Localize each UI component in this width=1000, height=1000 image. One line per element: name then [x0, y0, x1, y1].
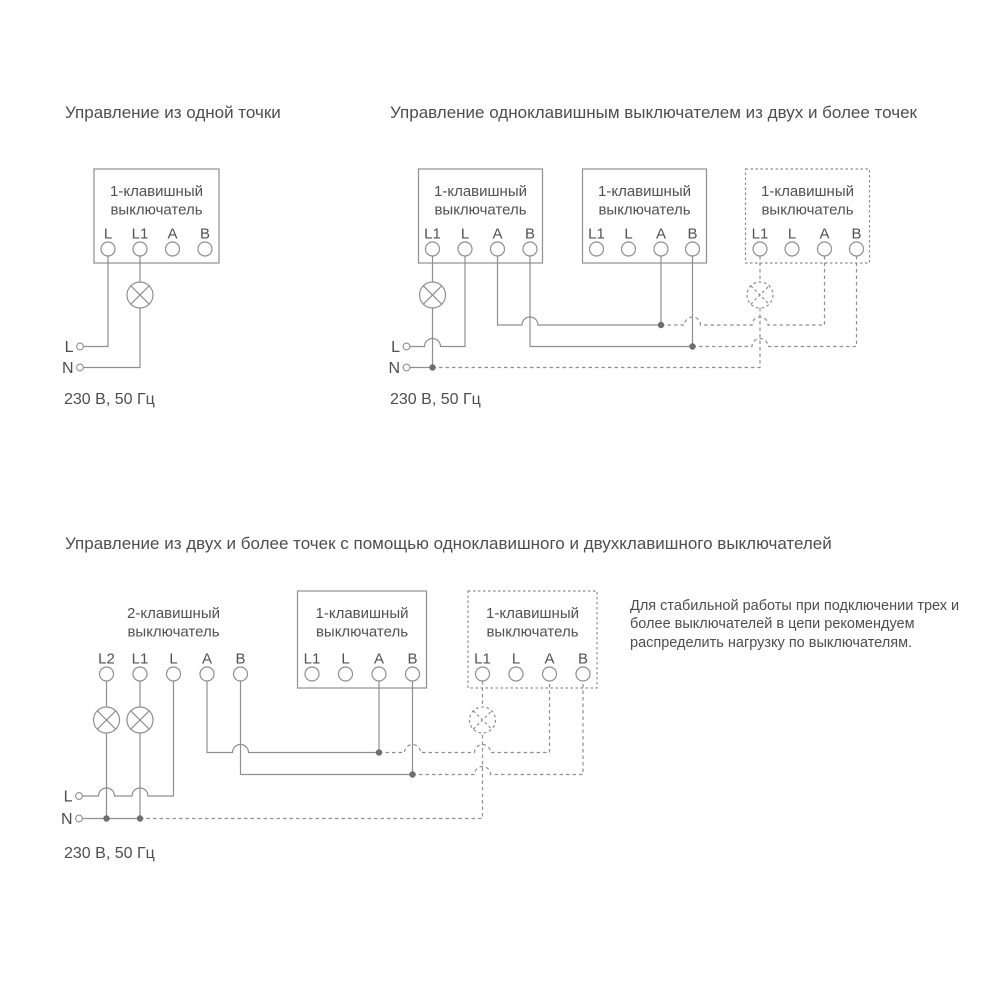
terminal-label: L [624, 225, 633, 243]
terminal-label: A [167, 225, 178, 243]
wire [413, 681, 584, 775]
wire [140, 733, 483, 819]
supply-label-l: L [64, 339, 74, 356]
supply-label-l: L [391, 339, 400, 356]
terminal-label: L2 [98, 650, 115, 668]
diagram2-voltage-label: 230 В, 50 Гц [390, 391, 481, 408]
junction-dot [689, 343, 695, 349]
terminal-circle [543, 667, 557, 681]
switch-label-line1: 1-клавишный [434, 183, 527, 200]
switch-label-line1: 2-клавишный [127, 605, 220, 622]
terminal-circle [200, 667, 214, 681]
switch-label-line2: выключатель [761, 201, 854, 219]
terminal-circle [305, 667, 319, 681]
terminal-circle [785, 242, 799, 256]
terminal-label: L [460, 225, 470, 243]
terminal-label: L1 [131, 225, 149, 243]
wire [433, 308, 761, 368]
terminal-label: A [544, 650, 555, 668]
terminal-label: L1 [751, 225, 769, 243]
supply-terminal-l-icon [77, 343, 84, 350]
lamp-icon [94, 707, 120, 733]
terminal-label: B [235, 650, 246, 668]
switch-label-line1: 1-клавишный [315, 605, 409, 622]
terminal-label: L1 [303, 650, 321, 668]
wire [661, 256, 825, 325]
stability-note-line: распределить нагрузку по выключателям. [630, 634, 913, 651]
terminal-circle [850, 242, 864, 256]
lamp-icon [470, 707, 496, 733]
wire [379, 681, 550, 753]
terminal-circle [622, 242, 636, 256]
terminal-circle [590, 242, 604, 256]
terminal-circle [576, 667, 590, 681]
terminal-label: L1 [588, 225, 605, 243]
wire [693, 256, 857, 347]
diagram1-title: Управление из одной точки [65, 103, 281, 122]
wire [83, 681, 174, 796]
terminal-circle [166, 242, 180, 256]
lamp-icon [420, 282, 446, 308]
terminal-label: B [407, 650, 418, 668]
terminal-circle [339, 667, 353, 681]
wire [84, 308, 141, 368]
diagram3-voltage-label: 230 В, 50 Гц [64, 845, 155, 862]
supply-terminal-n-icon [77, 364, 84, 371]
terminal-circle [476, 667, 490, 681]
lamp-icon [127, 282, 153, 308]
terminal-label: B [199, 225, 211, 243]
terminal-circle [426, 242, 440, 256]
terminal-label: L [169, 650, 178, 668]
terminal-label: A [373, 650, 385, 668]
supply-label-n: N [60, 811, 73, 828]
junction-dot [376, 749, 382, 755]
switch-label-line2: выключатель [127, 623, 220, 641]
supply-label-l: L [63, 788, 73, 806]
switch-label-line2: выключатель [434, 201, 527, 219]
control-one-key-switch-from-two-or-more-points [388, 169, 869, 377]
switch-label-line1: 1-клавишный [110, 183, 203, 200]
wire [207, 681, 379, 753]
supply-label-n: N [61, 360, 74, 377]
junction-dot [429, 364, 435, 370]
terminal-label: L [511, 650, 521, 668]
wire [410, 256, 465, 347]
stability-note [630, 597, 990, 652]
terminal-circle [167, 667, 181, 681]
terminal-circle [491, 242, 505, 256]
terminal-label: L1 [131, 650, 149, 668]
diagram3-title: Управление из двух и более точек с помощью одноклавишного и двухклавишного выключателей [65, 534, 832, 553]
terminal-label: B [577, 650, 589, 668]
switch-label-line1: 1-клавишный [598, 183, 691, 200]
switch-label-line2: выключатель [110, 201, 203, 219]
wire [498, 256, 662, 325]
terminal-label: L [787, 225, 797, 243]
terminal-label: A [655, 225, 667, 243]
lamp-icon [127, 707, 153, 733]
junction-dot [137, 815, 143, 821]
terminal-circle [458, 242, 472, 256]
terminal-circle [133, 242, 147, 256]
supply-terminal-n-icon [76, 815, 83, 822]
terminal-label: A [819, 225, 830, 243]
wire [241, 681, 413, 775]
diagram1-voltage-label: 230 В, 50 Гц [64, 391, 155, 408]
stability-note-line: более выключателей в цепи рекомендуем [630, 616, 915, 633]
terminal-circle [100, 667, 114, 681]
terminal-circle [654, 242, 668, 256]
terminal-circle [818, 242, 832, 256]
terminal-label: L1 [424, 225, 441, 243]
supply-terminal-l-icon [403, 343, 410, 350]
terminal-label: B [524, 225, 536, 243]
terminal-label: A [201, 650, 213, 668]
terminal-circle [753, 242, 767, 256]
terminal-label: L1 [474, 650, 491, 668]
junction-dot [103, 815, 109, 821]
terminal-label: L [103, 225, 113, 243]
terminal-label: B [687, 225, 698, 243]
control-from-one-point [62, 169, 219, 377]
supply-terminal-l-icon [76, 793, 83, 800]
stability-note-line: Для стабильной работы при подключении трех и [630, 598, 960, 614]
junction-dot [409, 771, 415, 777]
terminal-label: L [341, 650, 350, 668]
switch-label-line2: выключатель [598, 201, 691, 219]
wire [84, 256, 109, 347]
switch-label-line2: выключатель [315, 623, 409, 641]
terminal-circle [372, 667, 386, 681]
supply-terminal-n-icon [403, 364, 410, 371]
terminal-circle [509, 667, 523, 681]
switch-label-line2: выключатель [486, 623, 579, 641]
switch-label-line1: 1-клавишный [761, 183, 854, 200]
terminal-circle [101, 242, 115, 256]
terminal-circle [133, 667, 147, 681]
terminal-circle [234, 667, 248, 681]
control-from-two-or-more-points-one-key-and-two-key [61, 591, 597, 828]
wire [530, 256, 693, 347]
supply-label-n: N [388, 360, 400, 377]
terminal-circle [523, 242, 537, 256]
terminal-circle [198, 242, 212, 256]
junction-dot [658, 322, 664, 328]
lamp-icon [747, 282, 773, 308]
diagram2-title: Управление одноклавишным выключателем из двух и более точек [390, 103, 917, 122]
terminal-label: A [492, 225, 503, 243]
terminal-circle [686, 242, 700, 256]
terminal-circle [406, 667, 420, 681]
switch-label-line1: 1-клавишный [486, 605, 579, 622]
terminal-label: B [851, 225, 862, 243]
